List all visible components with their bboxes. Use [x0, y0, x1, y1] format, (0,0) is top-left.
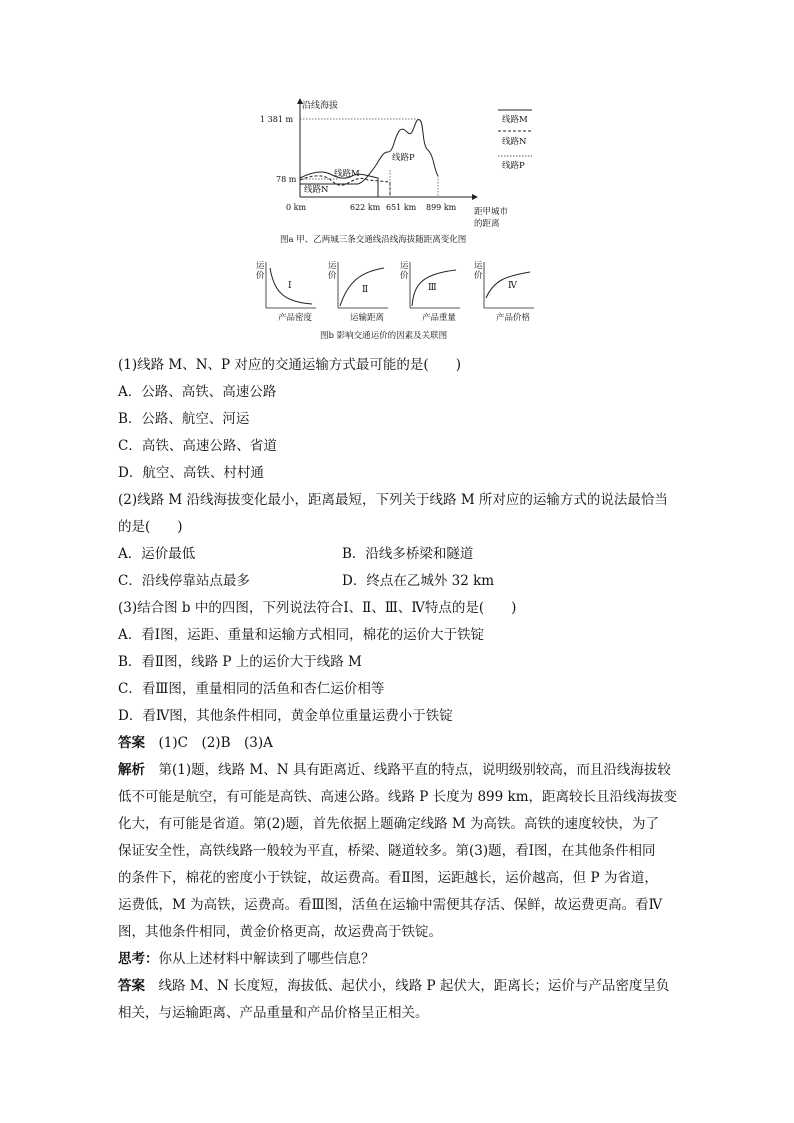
x-tick-622: 622 km	[350, 203, 381, 212]
legend-label-m: 线路M	[502, 115, 528, 125]
think-line	[118, 946, 678, 973]
q1-option-d: D．航空、高铁、村村通	[118, 465, 264, 481]
figure-a-caption: 图a 甲、乙两城三条交通线沿线海拔随距离变化图	[280, 235, 467, 245]
q3-option-b: B．看Ⅱ图，线路 P 上的运价大于线路 M	[118, 654, 362, 670]
svg-text:价: 价	[256, 271, 265, 281]
analysis-text-1: 第(1)题，线路 M、N 具有距离近、线路平直的特点，说明级别较高，而且沿线海拔较	[158, 762, 671, 778]
think-label: 思考：	[118, 951, 159, 967]
svg-text:价: 价	[400, 271, 409, 281]
x-tick-651: 651 km	[386, 203, 417, 212]
think-text: 你从上述材料中解读到了哪些信息？	[158, 951, 375, 967]
route-m-label: 线路M	[334, 169, 360, 179]
analysis-line-2: 低不可能是航空，有可能是高铁、高速公路。线路 P 长度为 899 km，距离较长且沿线海拔变	[118, 789, 677, 805]
figure-a-elevation-chart	[260, 96, 548, 248]
panel-4	[474, 261, 534, 323]
q2-options-row1	[118, 541, 678, 568]
q1-stem: (1)线路 M、N、P 对应的交通运输方式最可能的是( )	[118, 357, 461, 373]
panel-3	[400, 261, 460, 323]
q2-option-b: B．沿线多桥梁和隧道	[342, 546, 474, 562]
svg-text:运: 运	[328, 261, 337, 271]
analysis-line-3: 化大，有可能是省道。第(2)题，首先依据上题确定线路 M 为高铁。高铁的速度较快，为了	[118, 816, 660, 832]
q2-option-d: D．终点在乙城外 32 km	[342, 573, 495, 589]
q3-option-a: A．看Ⅰ图，运距、重量和运输方式相同，棉花的运价大于铁锭	[118, 627, 485, 643]
figure-b-caption: 图b 影响交通运价的因素及关联图	[320, 331, 448, 341]
panel-4-xlabel: 产品价格	[496, 313, 531, 323]
y-tick-1381: 1 381 m	[260, 115, 294, 124]
panel-1	[256, 261, 316, 323]
y-tick-78: 78 m	[276, 175, 297, 184]
q2-option-c: C．沿线停靠站点最多	[118, 573, 250, 589]
answer2-line1	[118, 973, 678, 1000]
panel-1-numeral: Ⅰ	[288, 281, 292, 291]
answer-value: (1)C (2)B (3)A	[158, 735, 273, 751]
panel-1-xlabel: 产品密度	[278, 313, 313, 323]
panel-2-xlabel: 运输距离	[350, 313, 385, 323]
svg-text:价: 价	[474, 271, 483, 281]
svg-text:运: 运	[474, 261, 483, 271]
svg-text:运: 运	[400, 261, 409, 271]
legend	[498, 110, 532, 171]
q2-options-row2	[118, 568, 678, 595]
panel-3-xlabel: 产品重量	[422, 313, 457, 323]
answer2-line2: 相关，与运输距离、产品重量和产品价格呈正相关。	[118, 1005, 429, 1021]
figure-b-freight-factors	[250, 258, 550, 344]
panel-2-numeral: Ⅱ	[362, 285, 369, 295]
route-p-label: 线路P	[392, 153, 415, 163]
answer2-label: 答案	[118, 978, 145, 994]
route-p-line	[300, 120, 438, 184]
x-tick-899: 899 km	[426, 203, 457, 212]
analysis-line-4: 保证安全性，高铁线路一般较为平直，桥梁、隧道较多。第(3)题，看Ⅰ图，在其他条件相同	[118, 843, 656, 859]
x-tick-0: 0 km	[286, 203, 307, 212]
q3-option-d: D．看Ⅳ图，其他条件相同，黄金单位重量运费小于铁锭	[118, 708, 453, 724]
legend-label-n: 线路N	[502, 137, 527, 147]
analysis-label: 解析	[118, 762, 145, 778]
analysis-line-5: 的条件下，棉花的密度小于铁锭，故运费高。看Ⅱ图，运距越长，运价越高，但 P 为省道，	[118, 870, 658, 886]
q2-option-a: A．运价最低	[118, 546, 196, 562]
q1-option-c: C．高铁、高速公路、省道	[118, 438, 277, 454]
route-n-label: 线路N	[304, 185, 329, 195]
y-axis-label: 沿线海拔	[302, 101, 339, 111]
q2-stem-line1: (2)线路 M 沿线海拔变化最小，距离最短，下列关于线路 M 所对应的运输方式的说法最恰当	[118, 492, 668, 508]
q2-stem-line2: 的是( )	[118, 519, 183, 535]
answer2-text-1: 线路 M、N 长度短，海拔低、起伏小，线路 P 起伏大，距离长；运价与产品密度呈负	[158, 978, 670, 994]
answer-line	[118, 730, 678, 757]
q1-option-b: B．公路、航空、河运	[118, 411, 250, 427]
panel-3-numeral: Ⅲ	[428, 283, 437, 293]
panel-1-ylabel: 运	[256, 261, 265, 271]
q1-option-a: A．公路、高铁、高速公路	[118, 384, 277, 400]
q3-stem: (3)结合图 b 中的四图，下列说法符合Ⅰ、Ⅱ、Ⅲ、Ⅳ特点的是( )	[118, 600, 517, 616]
x-axis-label-line1: 距甲城市	[474, 207, 509, 217]
analysis-line-7: 图，其他条件相同，黄金价格更高，故运费高于铁锭。	[118, 924, 442, 940]
panel-2	[328, 261, 388, 323]
legend-label-p: 线路P	[502, 161, 525, 171]
q3-option-c: C．看Ⅲ图，重量相同的活鱼和杏仁运价相等	[118, 681, 385, 697]
analysis-line-6: 运费低，M 为高铁，运费高。看Ⅲ图，活鱼在运输中需便其存活、保鲜，故运费更高。看Ⅳ	[118, 897, 663, 913]
answer-label: 答案	[118, 735, 145, 751]
panel-4-numeral: Ⅳ	[508, 281, 517, 291]
analysis-line-1	[118, 757, 678, 784]
svg-text:价: 价	[328, 271, 337, 281]
question-body	[118, 352, 678, 1027]
x-axis-label-line2: 的距离	[474, 219, 500, 229]
x-axis-arrow	[472, 194, 478, 200]
